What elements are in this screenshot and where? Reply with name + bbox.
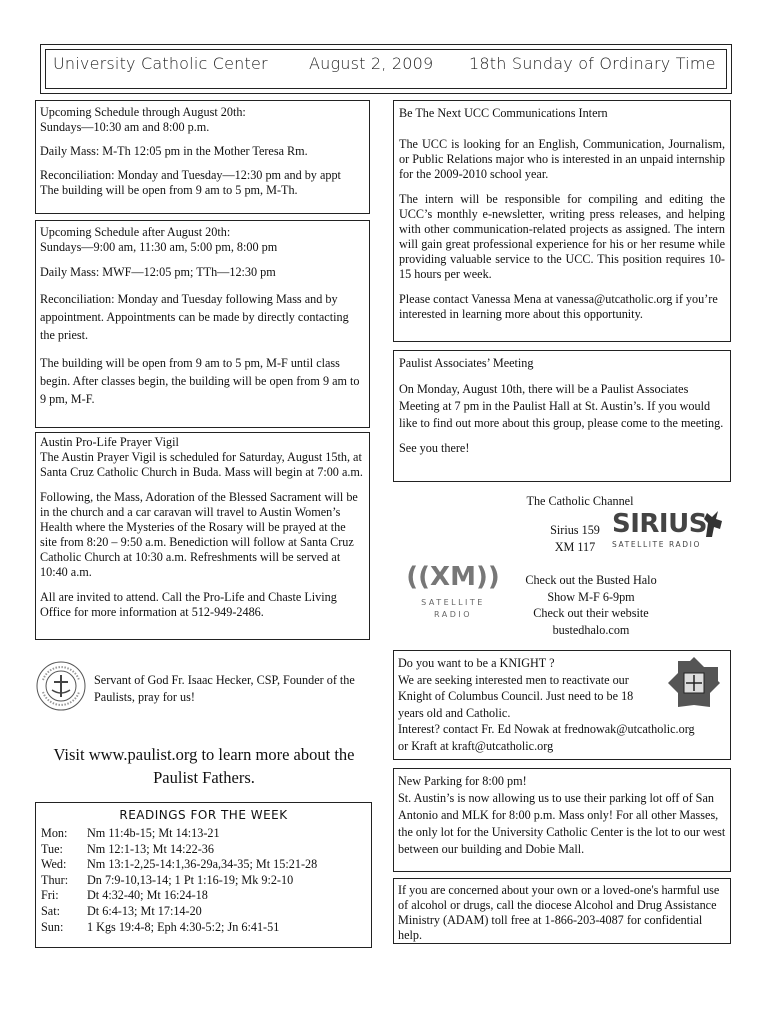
reading-citations: Dn 7:9-10,13-14; 1 Pt 1:16-19; Mk 9:2-10 bbox=[87, 872, 294, 887]
adam-box bbox=[393, 878, 731, 944]
schedule-after-reconciliation: Reconciliation: Monday and Tuesday following Mass and by appointment. Appointments can be made by directly contacting the priest. bbox=[40, 292, 349, 342]
xm-logo-text: ((XM)) bbox=[406, 562, 500, 592]
schedule-after-box bbox=[35, 220, 370, 428]
reading-day: Thur: bbox=[41, 872, 69, 887]
reading-day: Tue: bbox=[41, 841, 63, 856]
reading-citations: Nm 12:1-13; Mt 14:22-36 bbox=[87, 841, 214, 856]
schedule-after-title: Upcoming Schedule after August 20th: bbox=[40, 225, 231, 239]
header-date: August 2, 2009 bbox=[309, 54, 434, 73]
reading-day: Sun: bbox=[41, 919, 64, 934]
reading-day: Mon: bbox=[41, 826, 68, 840]
reading-row bbox=[41, 888, 317, 904]
prolife-paragraph-3: All are invited to attend. Call the Pro-Life and Chaste Living Office for more information at 512-949-2486. bbox=[40, 590, 337, 619]
intern-paragraph-3: Please contact Vanessa Mena at vanessa@utcatholic.org if you’re interested in learning more about this opportunity. bbox=[399, 292, 718, 321]
knights-line-3: Knight of Columbus Council. Just need to be 18 bbox=[398, 689, 634, 703]
schedule-before-title: Upcoming Schedule through August 20th: bbox=[40, 105, 246, 119]
prolife-vigil-box bbox=[35, 432, 370, 640]
reading-row bbox=[41, 904, 317, 920]
visit-paulist-text: Visit www.paulist.org to learn more about the Paulist Fathers. bbox=[53, 745, 355, 787]
knights-box bbox=[393, 650, 731, 760]
xm-logo-sub1: SATELLITE bbox=[421, 598, 485, 607]
reading-citations: Dt 4:32-40; Mt 16:24-18 bbox=[87, 888, 208, 903]
header-org: University Catholic Center bbox=[53, 54, 268, 73]
prolife-paragraph-1: The Austin Prayer Vigil is scheduled for Saturday, August 15th, at Santa Cruz Catholic Church in Buda. Mass will begin at 7:00 a.m. bbox=[40, 450, 363, 479]
reading-day: Sat: bbox=[41, 903, 60, 918]
xm-logo bbox=[398, 560, 508, 632]
paulist-associates-box bbox=[393, 350, 731, 482]
hecker-prayer: Servant of God Fr. Isaac Hecker, CSP, Founder of the Paulists, pray for us! bbox=[94, 673, 355, 704]
schedule-before-building: The building will be open from 9 am to 5 pm, M-Th. bbox=[40, 183, 298, 197]
readings-box bbox=[35, 802, 372, 948]
channel-numbers bbox=[535, 522, 615, 556]
reading-citations: Nm 11:4b-15; Mt 14:13-21 bbox=[87, 826, 220, 840]
reading-row bbox=[41, 826, 317, 842]
reading-day: Wed: bbox=[41, 857, 67, 872]
prolife-title: Austin Pro-Life Prayer Vigil bbox=[40, 435, 179, 449]
knights-line-5: Interest? contact Fr. Ed Nowak at frednowak@utcatholic.org bbox=[398, 722, 695, 736]
paulist-paragraph-2: See you there! bbox=[399, 441, 470, 455]
paulist-title: Paulist Associates’ Meeting bbox=[399, 356, 534, 370]
paulist-paragraph-1: On Monday, August 10th, there will be a Paulist Associates Meeting at 7 pm in the Paulist Hall at St. Austin’s. If you would like to find out more about this group, please come to the meeting. bbox=[399, 382, 724, 430]
reading-day: Fri: bbox=[41, 888, 59, 903]
schedule-after-sundays: Sundays—9:00 am, 11:30 am, 5:00 pm, 8:00 pm bbox=[40, 240, 278, 254]
intern-paragraph-1: The UCC is looking for an English, Communication, Journalism, or Public Relations major who is interested in an unpaid internship for the 2009-2010 school year. bbox=[399, 137, 725, 181]
schedule-after-daily: Daily Mass: MWF—12:05 pm; TTh—12:30 pm bbox=[40, 265, 276, 279]
busted-halo-line-4: bustedhalo.com bbox=[552, 622, 630, 637]
catholic-channel-title: The Catholic Channel bbox=[526, 494, 634, 508]
schedule-before-daily: Daily Mass: M-Th 12:05 pm in the Mother Teresa Rm. bbox=[40, 144, 308, 158]
parking-box bbox=[393, 768, 731, 872]
busted-halo-line-3: Check out their website bbox=[533, 606, 649, 620]
knights-of-columbus-emblem bbox=[666, 655, 722, 711]
knights-line-4: years old and Catholic. bbox=[398, 705, 511, 720]
header-sunday: 18th Sunday of Ordinary Time bbox=[469, 54, 716, 73]
newsletter-header bbox=[40, 44, 732, 94]
paulist-seal-logo bbox=[35, 660, 87, 712]
reading-row bbox=[41, 857, 317, 873]
schedule-before-sundays: Sundays—10:30 am and 8:00 p.m. bbox=[40, 120, 210, 134]
xm-logo-sub2: RADIO bbox=[433, 610, 473, 619]
reading-row bbox=[41, 842, 317, 858]
knights-line-2: We are seeking interested men to reactivate our bbox=[398, 672, 629, 687]
sirius-channel: Sirius 159 bbox=[550, 523, 600, 537]
readings-title: READINGS FOR THE WEEK bbox=[119, 808, 288, 822]
schedule-after-building: The building will be open from 9 am to 5 pm, M-F until class begin. After classes begin, the building will be open from 9 am to 9 pm, M-F. bbox=[40, 356, 360, 406]
sirius-logo bbox=[612, 509, 730, 553]
parking-title: New Parking for 8:00 pm! bbox=[398, 774, 527, 788]
schedule-before-box bbox=[35, 100, 370, 214]
parking-text: St. Austin’s is now allowing us to use their parking lot off of San Antonio and MLK for 8:00 p.m. Mass only! For all other Masses, the only lot for the University Catholic Center is the lot to our west between our building and Dobie Mall. bbox=[398, 791, 726, 856]
intern-title: Be The Next UCC Communications Intern bbox=[399, 106, 608, 120]
reading-row bbox=[41, 873, 317, 889]
sirius-dog-icon bbox=[700, 509, 726, 539]
intern-paragraph-2: The intern will be responsible for compiling and editing the UCC’s monthly e-newsletter, writing press releases, and helping with other communication-related projects as assigned. The intern will gain great professional experience for his or her resume while providing valuable service to the UCC. This position requires 10-15 hours per week. bbox=[399, 192, 725, 281]
knights-line-6: or Kraft at kraft@utcatholic.org bbox=[398, 738, 554, 753]
adam-text: If you are concerned about your own or a loved-one's harmful use of alcohol or drugs, call the diocese Alcohol and Drug Assistance Ministry (ADAM) toll free at 1-866-203-4087 for confidential help. bbox=[398, 883, 720, 942]
sirius-logo-sub: SATELLITE RADIO bbox=[612, 540, 701, 549]
reading-citations: 1 Kgs 19:4-8; Eph 4:30-5:2; Jn 6:41-51 bbox=[87, 919, 280, 934]
reading-citations: Dt 6:4-13; Mt 17:14-20 bbox=[87, 903, 202, 918]
sirius-logo-text: SIRIUS bbox=[612, 509, 707, 539]
schedule-before-reconciliation: Reconciliation: Monday and Tuesday—12:30 pm and by appt bbox=[40, 168, 341, 182]
busted-halo-line-2: Show M-F 6-9pm bbox=[547, 589, 635, 604]
intern-box bbox=[393, 100, 731, 342]
knights-line-1: Do you want to be a KNIGHT ? bbox=[398, 656, 555, 670]
busted-halo-info bbox=[500, 572, 682, 638]
prolife-paragraph-2: Following, the Mass, Adoration of the Blessed Sacrament will be in the church and a car caravan will travel to Austin Women’s Health where the Mysteries of the Rosary will be prayed at the site from 8:20 – 9:50 a.m. Benediction will follow at Santa Cruz Catholic Church at 10:30 a.m. Refreshments will be served at 10:40 a.m. bbox=[40, 490, 358, 579]
reading-row bbox=[41, 920, 317, 936]
xm-channel: XM 117 bbox=[554, 540, 596, 554]
busted-halo-line-1: Check out the Busted Halo bbox=[525, 573, 657, 587]
readings-table bbox=[41, 826, 317, 935]
reading-citations: Nm 13:1-2,25-14:1,36-29a,34-35; Mt 15:21-28 bbox=[87, 857, 318, 872]
